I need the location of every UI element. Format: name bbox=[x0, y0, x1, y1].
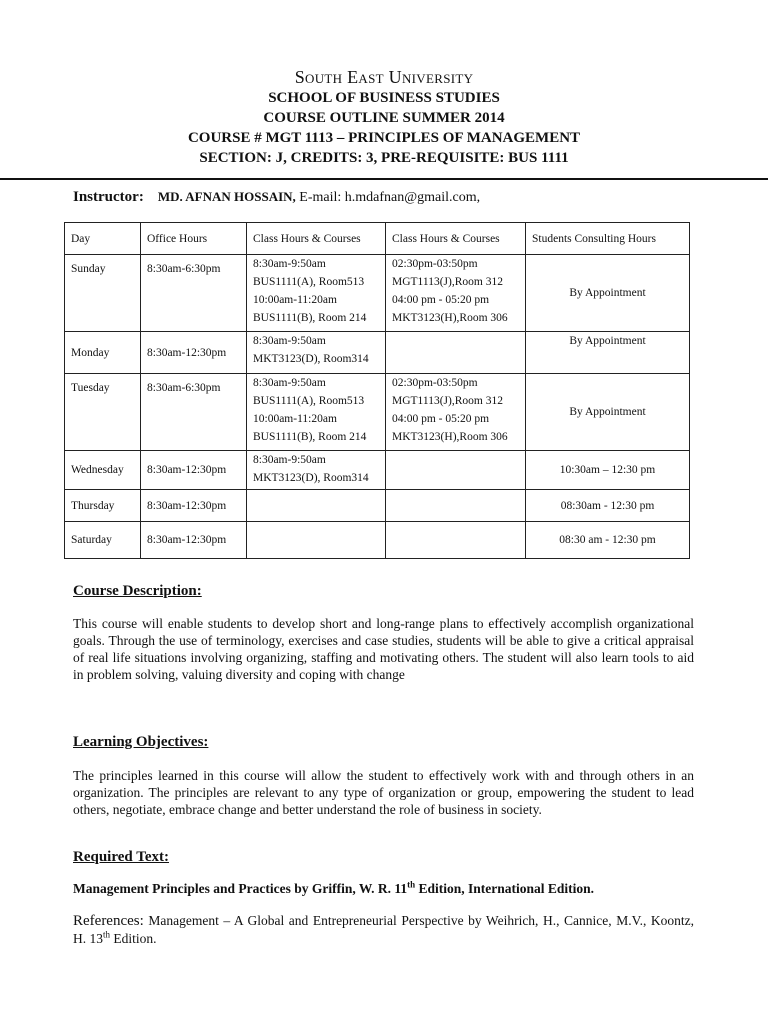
consulting-hours-cell: By Appointment bbox=[526, 255, 690, 332]
references bbox=[73, 912, 694, 948]
office-hours-cell: 8:30am-12:30pm bbox=[141, 490, 247, 522]
references-text: Management – A Global and Entrepreneurial Perspective by Weihrich, H., Cannice, M.V., Koontz, H. 13 bbox=[73, 913, 694, 946]
class-line: BUS1111(A), Room513 bbox=[253, 395, 365, 407]
class-line: MGT1113(J),Room 312 bbox=[392, 276, 503, 288]
class-line: MKT3123(D), Room314 bbox=[253, 353, 369, 365]
class-line: 8:30am-9:50am bbox=[253, 258, 326, 270]
class-hours-cell bbox=[247, 490, 386, 522]
class-hours-cell bbox=[247, 255, 386, 332]
class-hours-cell bbox=[386, 451, 526, 490]
document-header bbox=[0, 66, 768, 168]
outline-title: COURSE OUTLINE SUMMER 2014 bbox=[263, 110, 505, 126]
class-line: 8:30am-9:50am bbox=[253, 454, 326, 466]
header-cell: Class Hours & Courses bbox=[386, 223, 526, 255]
office-hours-cell: 8:30am-6:30pm bbox=[141, 374, 247, 451]
references-edition: Edition. bbox=[110, 931, 157, 946]
course-description-text: This course will enable students to develop short and long-range plans to effectively accomplish organizational goals. Through the use of terminology, exercises and case studies, students will be able to give a critical appraisal of real life situations involving organizing, staffing and motivating others. The student will also learn tools to aid in problem solving, valuing diversity and coping with change bbox=[73, 616, 694, 682]
table-row bbox=[65, 374, 690, 451]
book-title: Management Principles and Practices by Griffin, W. R. 11 bbox=[73, 881, 408, 896]
school-name: SCHOOL OF BUSINESS STUDIES bbox=[268, 90, 500, 106]
day-cell: Saturday bbox=[65, 522, 141, 559]
table-row bbox=[65, 255, 690, 332]
class-line: BUS1111(B), Room 214 bbox=[253, 312, 367, 324]
table-row bbox=[65, 451, 690, 490]
class-line: MKT3123(D), Room314 bbox=[253, 472, 369, 484]
table-row bbox=[65, 332, 690, 374]
header-cell: Office Hours bbox=[141, 223, 247, 255]
header-cell: Students Consulting Hours bbox=[526, 223, 690, 255]
class-hours-cell bbox=[247, 374, 386, 451]
class-line: 04:00 pm - 05:20 pm bbox=[392, 294, 490, 306]
office-hours-cell: 8:30am-12:30pm bbox=[141, 451, 247, 490]
instructor-email: E-mail: h.mdafnan@gmail.com, bbox=[295, 190, 481, 205]
class-hours-cell bbox=[386, 522, 526, 559]
class-hours-cell bbox=[247, 522, 386, 559]
day-cell: Wednesday bbox=[65, 451, 141, 490]
office-hours-cell: 8:30am-12:30pm bbox=[141, 522, 247, 559]
consulting-hours-cell: By Appointment bbox=[526, 332, 690, 374]
class-line: 04:00 pm - 05:20 pm bbox=[392, 413, 490, 425]
header-cell: Day bbox=[65, 223, 141, 255]
class-line: 10:00am-11:20am bbox=[253, 413, 337, 425]
class-line: 8:30am-9:50am bbox=[253, 377, 326, 389]
schedule-header-row bbox=[65, 223, 690, 255]
consulting-hours-cell: 08:30am - 12:30 pm bbox=[526, 490, 690, 522]
section-info: SECTION: J, CREDITS: 3, PRE-REQUISITE: BUS 1111 bbox=[199, 150, 569, 166]
consulting-hours-cell: By Appointment bbox=[526, 374, 690, 451]
consulting-hours-cell: 08:30 am - 12:30 pm bbox=[526, 522, 690, 559]
day-cell: Sunday bbox=[65, 255, 141, 332]
references-label: References: bbox=[73, 913, 144, 929]
consulting-hours-cell: 10:30am – 12:30 pm bbox=[526, 451, 690, 490]
instructor-line bbox=[73, 189, 480, 206]
class-line: 8:30am-9:50am bbox=[253, 335, 326, 347]
class-line: MKT3123(H),Room 306 bbox=[392, 312, 508, 324]
day-cell: Thursday bbox=[65, 490, 141, 522]
class-line: 02:30pm-03:50pm bbox=[392, 377, 478, 389]
class-hours-cell bbox=[247, 451, 386, 490]
class-hours-cell bbox=[386, 374, 526, 451]
class-line: MGT1113(J),Room 312 bbox=[392, 395, 503, 407]
day-cell: Monday bbox=[65, 332, 141, 374]
class-hours-cell bbox=[386, 255, 526, 332]
book-edition: Edition, International Edition. bbox=[415, 881, 595, 896]
class-line: BUS1111(A), Room513 bbox=[253, 276, 365, 288]
class-hours-cell bbox=[247, 332, 386, 374]
class-hours-cell bbox=[386, 490, 526, 522]
references-edition-suffix: th bbox=[103, 929, 111, 940]
course-description-heading: Course Description: bbox=[73, 583, 202, 599]
office-hours-cell: 8:30am-12:30pm bbox=[141, 332, 247, 374]
office-hours-cell: 8:30am-6:30pm bbox=[141, 255, 247, 332]
table-row bbox=[65, 490, 690, 522]
instructor-name: MD. AFNAN HOSSAIN, bbox=[157, 189, 296, 204]
required-text-heading: Required Text: bbox=[73, 849, 169, 865]
book-edition-suffix: th bbox=[407, 879, 416, 890]
required-text-book bbox=[73, 881, 594, 897]
class-line: 10:00am-11:20am bbox=[253, 294, 337, 306]
class-line: BUS1111(B), Room 214 bbox=[253, 431, 367, 443]
schedule-table bbox=[64, 222, 690, 559]
university-name: South East University bbox=[294, 67, 474, 87]
day-cell: Tuesday bbox=[65, 374, 141, 451]
course-title: COURSE # MGT 1113 – PRINCIPLES OF MANAGEMENT bbox=[187, 130, 581, 146]
learning-objectives-text: The principles learned in this course will allow the student to effectively work with and through others in an organization. The principles are relevant to any type of organization or group, empowering the student to lead others, negotiate, embrace change and better understand the role of business in society. bbox=[73, 768, 694, 817]
class-line: MKT3123(H),Room 306 bbox=[392, 431, 508, 443]
table-row bbox=[65, 522, 690, 559]
class-hours-cell bbox=[386, 332, 526, 374]
header-cell: Class Hours & Courses bbox=[247, 223, 386, 255]
header-divider bbox=[0, 178, 768, 180]
instructor-label: Instructor: bbox=[73, 189, 144, 205]
class-line: 02:30pm-03:50pm bbox=[392, 258, 478, 270]
learning-objectives-heading: Learning Objectives: bbox=[73, 734, 209, 750]
